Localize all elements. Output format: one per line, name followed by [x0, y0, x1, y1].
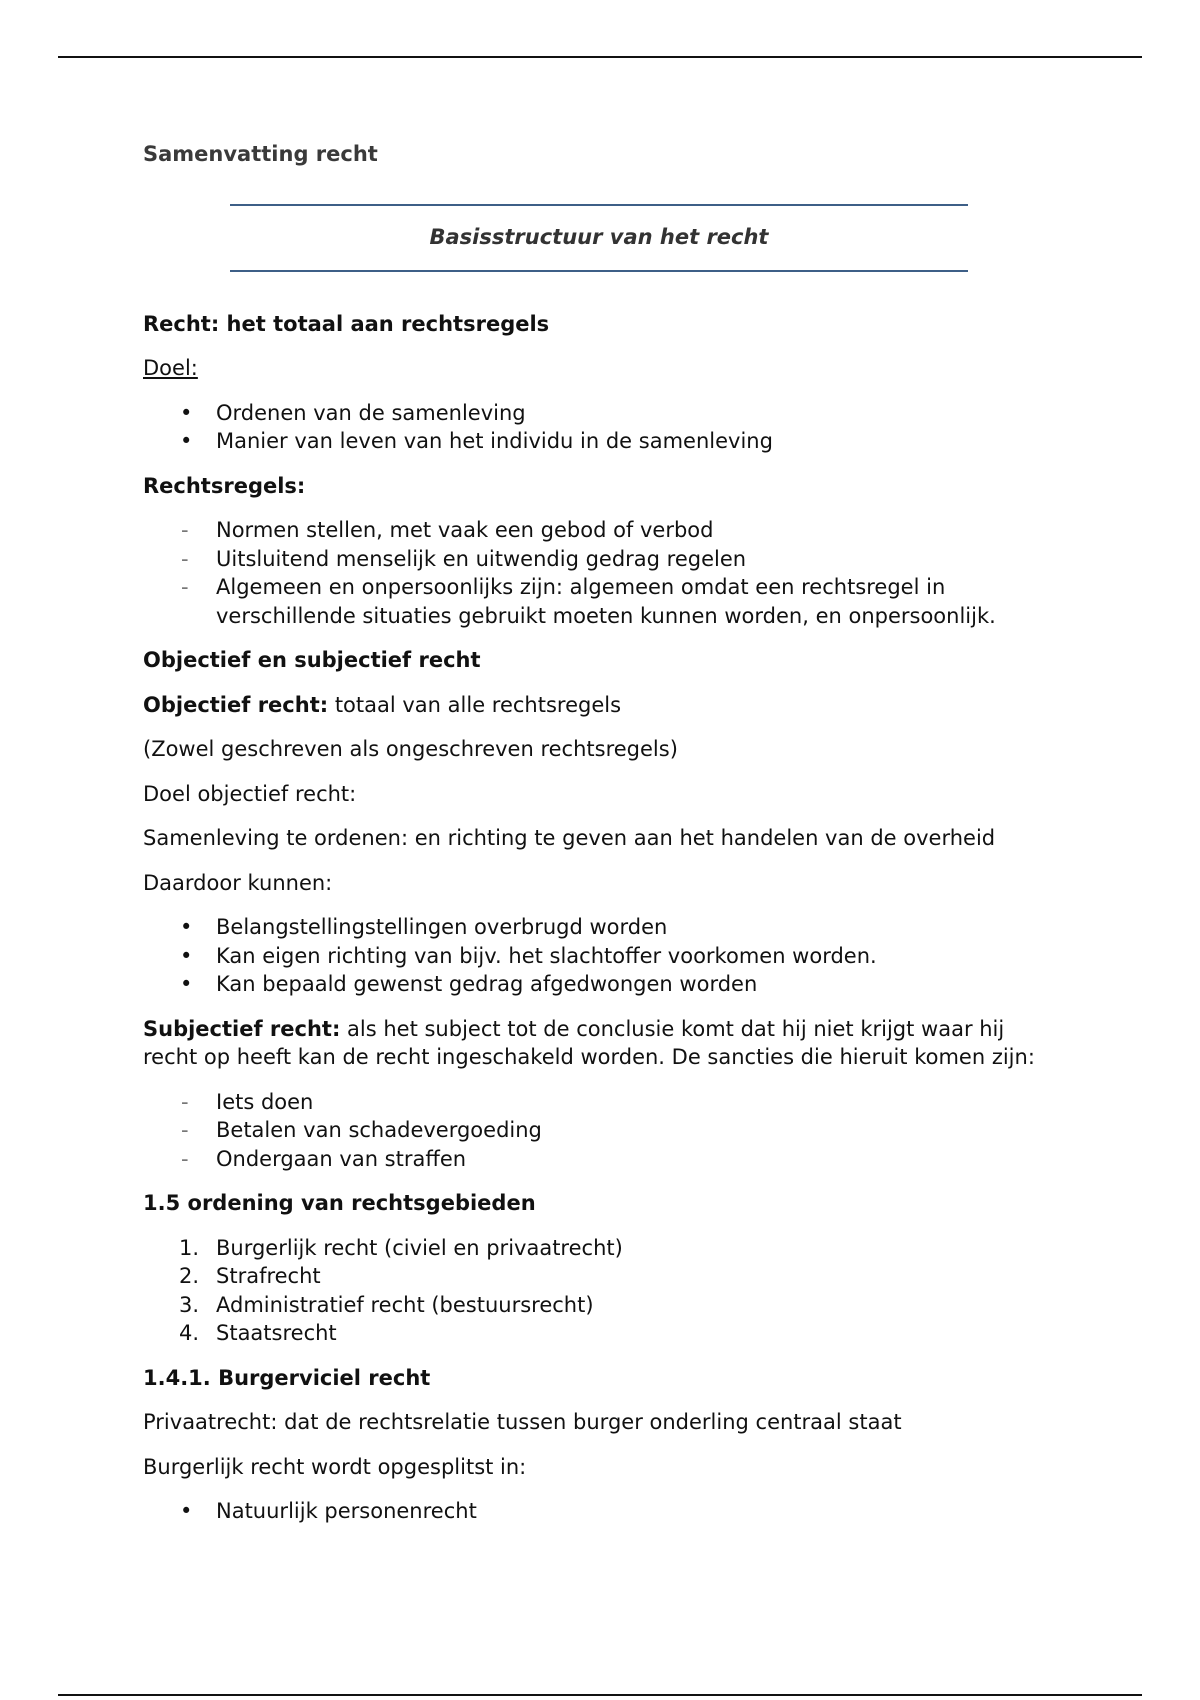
footer-rule: [58, 1694, 1142, 1696]
list-item: - Iets doen: [143, 1088, 1063, 1117]
bullet-marker: •: [180, 943, 193, 968]
doel-label: Doel:: [143, 356, 198, 380]
bullet-marker: •: [180, 1499, 193, 1523]
dash-marker: -: [181, 1089, 189, 1114]
samenleving-text: Samenleving te ordenen: en richting te geven aan het handelen van de overheid: [143, 826, 996, 850]
dash-marker: -: [181, 518, 189, 542]
bullet-marker: •: [180, 972, 193, 996]
number-marker: 3.: [179, 1292, 200, 1317]
document-title: Samenvatting recht: [143, 142, 378, 166]
doel-list: [143, 399, 1063, 456]
list-item: - Algemeen en onpersoonlijks zijn: algemeen omdat een rechtsregel in verschillende situaties gebruikt moeten kunnen worden, en onpersoonlijk.: [181, 575, 996, 628]
document-body: [143, 140, 1063, 1542]
heading-rechtsregels: Rechtsregels:: [143, 473, 306, 498]
number-marker: 2.: [179, 1264, 200, 1288]
list-item: - Uitsluitend menselijk en uitwendig gedrag regelen: [143, 545, 1063, 574]
subjectief-recht-paragraph: Subjectief recht: als het subject tot de conclusie komt dat hij niet krijgt waar hij recht op heeft kan de recht ingeschakeld worden. De sancties die hieruit komen zijn:: [143, 1016, 1035, 1069]
opgesplitst-list: [143, 1497, 1063, 1526]
list-item: - Normen stellen, met vaak een gebod of verbod: [143, 516, 1063, 545]
number-marker: 4.: [179, 1321, 200, 1345]
sancties-list: [143, 1088, 1063, 1174]
list-item: 3. Administratief recht (bestuursrecht): [143, 1291, 1063, 1320]
rechtsregels-list: [143, 516, 1063, 630]
list-item: - Ondergaan van straffen: [143, 1145, 1063, 1174]
number-marker: 1.: [179, 1235, 200, 1260]
list-item: • Ordenen van de samenleving: [143, 399, 1063, 428]
dash-marker: -: [181, 575, 189, 599]
subjectief-recht-label: Subjectief recht:: [143, 1016, 341, 1041]
list-item: 1. Burgerlijk recht (civiel en privaatrecht): [143, 1234, 1063, 1263]
section-title: Basisstructuur van het recht: [429, 225, 769, 250]
list-item: • Belangstellingstellingen overbrugd worden: [143, 913, 1063, 942]
objectief-note: (Zowel geschreven als ongeschreven rechtsregels): [143, 737, 678, 761]
objectief-recht-paragraph: Objectief recht: totaal van alle rechtsregels: [143, 692, 622, 717]
heading-objectief-subjectief: Objectief en subjectief recht: [143, 648, 481, 672]
bullet-marker: •: [180, 400, 193, 425]
doel-objectief: Doel objectief recht:: [143, 781, 357, 806]
list-item: 4. Staatsrecht: [143, 1319, 1063, 1348]
list-item: • Kan eigen richting van bijv. het slachtoffer voorkomen worden.: [143, 942, 1063, 971]
heading-burgerviciel: 1.4.1. Burgerviciel recht: [143, 1365, 431, 1390]
bullet-marker: •: [180, 429, 193, 453]
dash-marker: -: [181, 1118, 189, 1142]
dash-marker: -: [181, 1146, 189, 1171]
daardoor-list: [143, 913, 1063, 999]
opgesplitst-text: Burgerlijk recht wordt opgesplitst in:: [143, 1454, 527, 1479]
list-item: • Natuurlijk personenrecht: [143, 1497, 1063, 1526]
list-item: - Betalen van schadevergoeding: [143, 1116, 1063, 1145]
objectief-recht-label: Objectief recht:: [143, 692, 329, 717]
privaatrecht-text: Privaatrecht: dat de rechtsrelatie tussen burger onderling centraal staat: [143, 1410, 902, 1434]
ordening-list: [143, 1234, 1063, 1348]
list-item: • Kan bepaald gewenst gedrag afgedwongen worden: [143, 970, 1063, 999]
section-title-box: [230, 204, 968, 272]
dash-marker: -: [181, 546, 189, 571]
list-item: • Manier van leven van het individu in de samenleving: [143, 427, 1063, 456]
daardoor-text: Daardoor kunnen:: [143, 870, 333, 895]
heading-recht: Recht: het totaal aan rechtsregels: [143, 311, 550, 336]
heading-ordening: 1.5 ordening van rechtsgebieden: [143, 1191, 536, 1215]
list-item: 2. Strafrecht: [143, 1262, 1063, 1291]
bullet-marker: •: [180, 915, 193, 939]
header-rule: [58, 56, 1142, 58]
